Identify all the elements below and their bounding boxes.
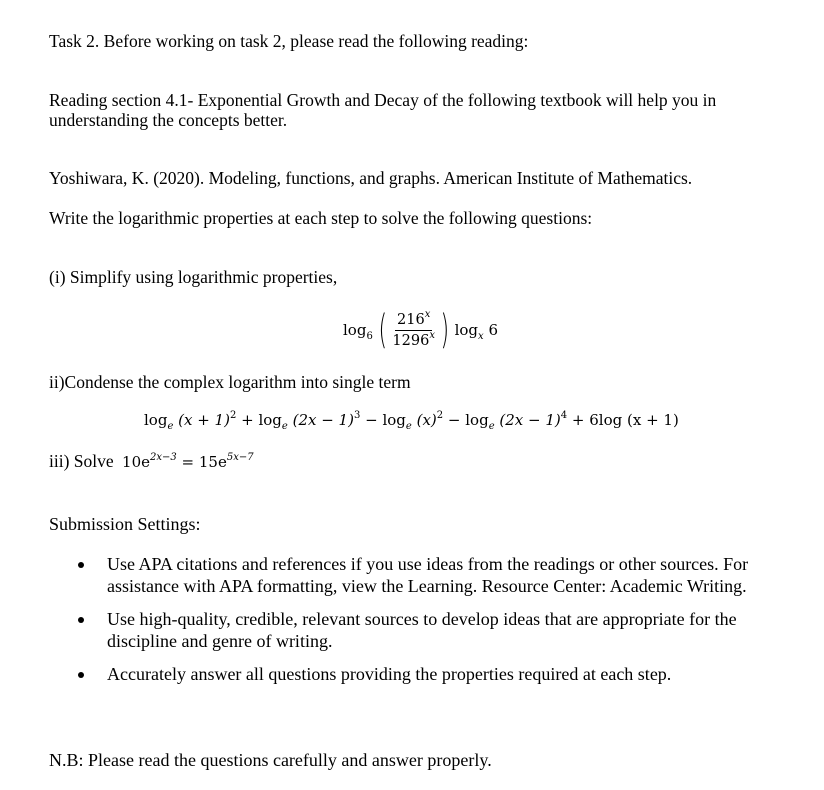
bullet-icon <box>78 672 84 678</box>
numerator: 216$^x$ <box>395 312 432 331</box>
question-2-equation: $\log_e (x + 1)^2 + \log_e (2x - 1)^3 - \log_e (x)^2 - \log_e (2x - 1)^4 + 6\log$ (x + 1) <box>144 410 679 432</box>
bullet-icon <box>78 562 84 568</box>
question-2-label: ii)Condense the complex logarithm into single term <box>49 372 411 392</box>
reference: Yoshiwara, K. (2020). Modeling, functions, and graphs. American Institute of Mathematics. <box>49 168 693 188</box>
question-1-equation <box>343 304 498 356</box>
question-1-label: (i) Simplify using logarithmic properties, <box>49 267 338 287</box>
submission-list <box>0 553 824 696</box>
list-item: Use APA citations and references if you use ideas from the readings or other sources. For assistance with APA formatting, view the Learning. Resource Center: Academic Writing. <box>0 553 824 597</box>
log-function: $\log_6$ <box>343 321 373 342</box>
instruction: Write the logarithmic properties at each step to solve the following questions: <box>49 208 593 228</box>
fraction <box>390 308 437 349</box>
fraction-group: ( $\frac{216^x}{1296^x}$ ) <box>378 307 450 353</box>
note: N.B: Please read the questions carefully and answer properly. <box>49 750 492 770</box>
question-3-label: iii) Solve <box>49 451 114 471</box>
question-3-equation: $10e^{2x-3} = 15e^{5x-7}$ <box>122 452 254 471</box>
denominator: 1296$^x$ <box>392 329 435 349</box>
list-item: Accurately answer all questions providing the properties required at each step. <box>0 663 824 685</box>
question-3 <box>49 451 254 472</box>
reading-note: Reading section 4.1- Exponential Growth and Decay of the following textbook will help you in understanding the concepts better. <box>49 90 717 130</box>
bullet-icon <box>78 617 84 623</box>
log-function-2: $\log_x 6$ <box>454 321 498 342</box>
task-header: Task 2. Before working on task 2, please read the following reading: <box>49 31 529 51</box>
list-item: Use high-quality, credible, relevant sources to develop ideas that are appropriate for the discipline and genre of writing. <box>0 608 824 652</box>
submission-heading: Submission Settings: <box>49 514 201 534</box>
